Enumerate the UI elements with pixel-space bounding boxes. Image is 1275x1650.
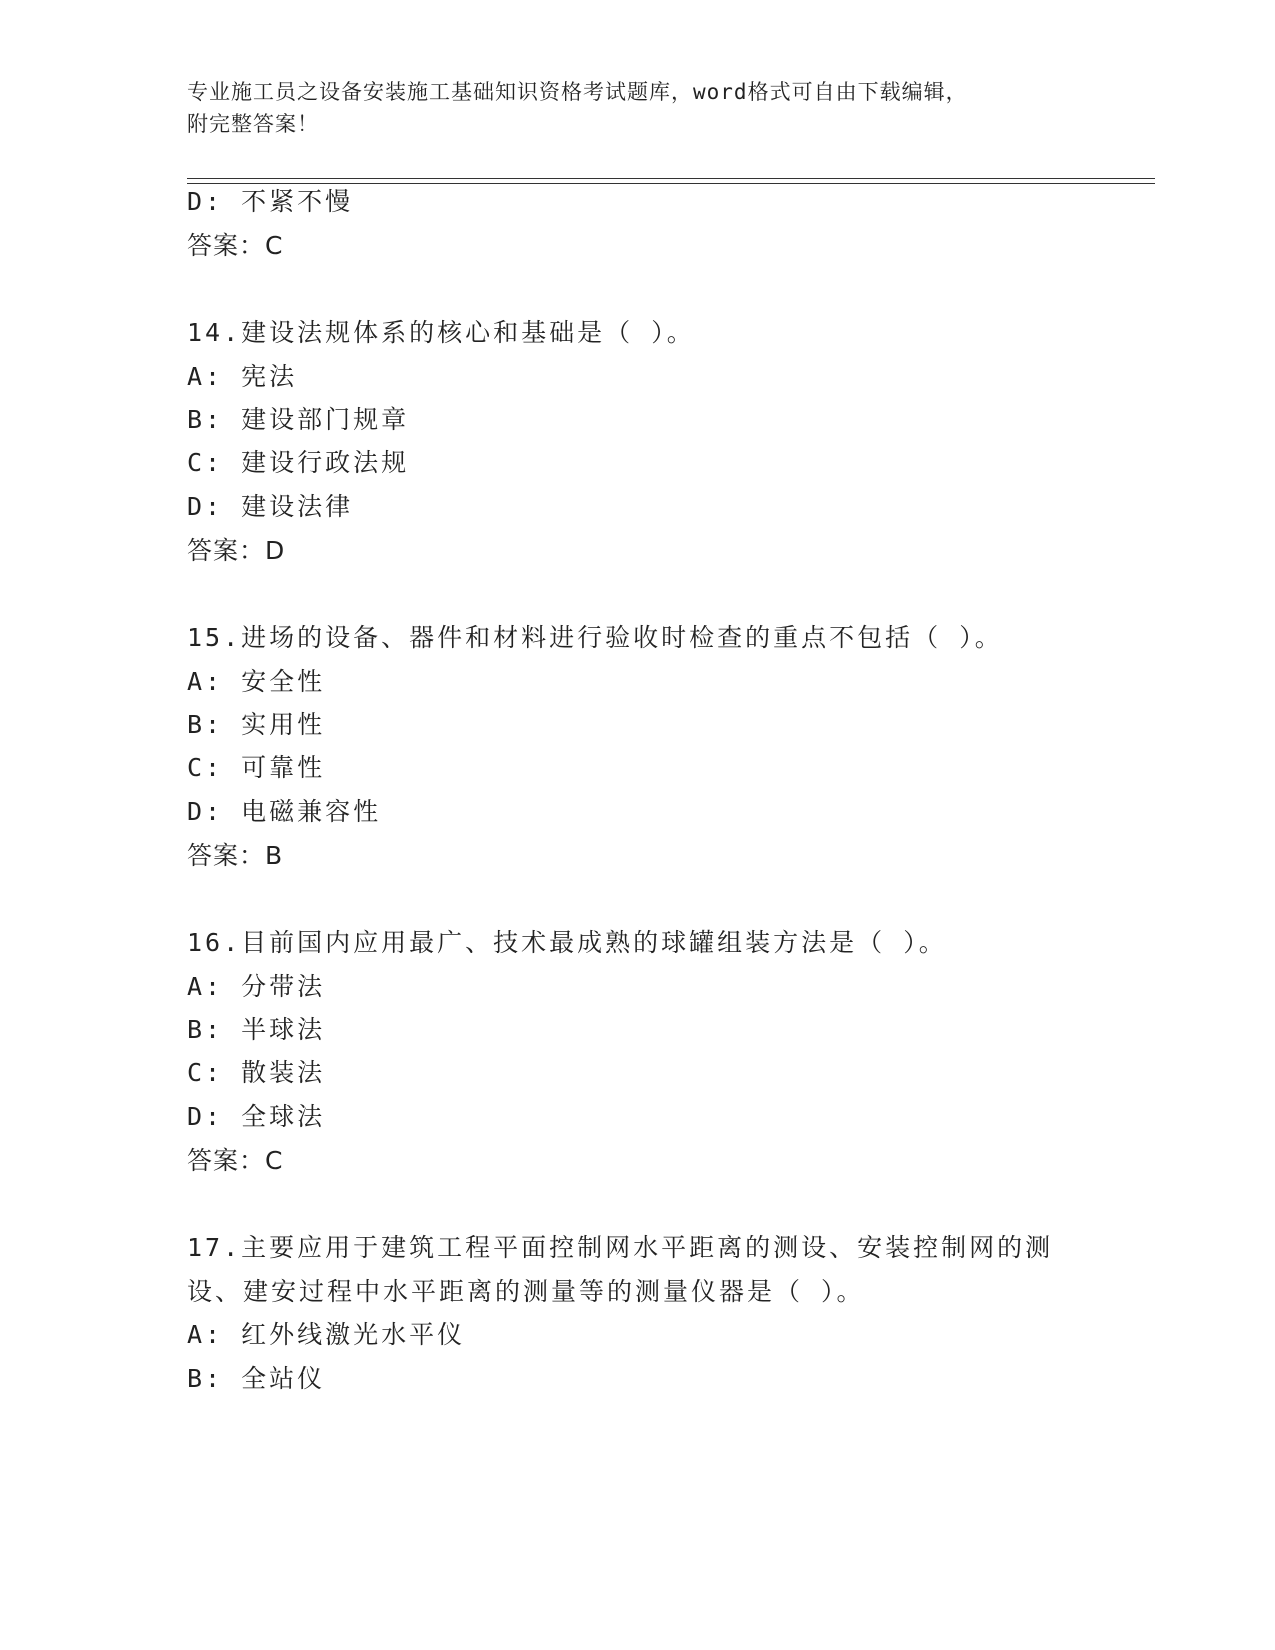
option-d: D: 不紧不慢 <box>187 187 354 216</box>
header-line-2: 附完整答案！ <box>187 112 319 136</box>
question-stem-line-1: 17.主要应用于建筑工程平面控制网水平距离的测设、安装控制网的测 <box>187 1233 1054 1262</box>
answer: 答案：C <box>187 231 284 260</box>
option-b: B: 实用性 <box>187 710 326 739</box>
option-d: D: 全球法 <box>187 1102 326 1131</box>
page-header <box>187 76 1087 140</box>
header-line-1: 专业施工员之设备安装施工基础知识资格考试题库，word格式可自由下载编辑， <box>187 80 968 104</box>
question-stem: 15.进场的设备、器件和材料进行验收时检查的重点不包括（ ）。 <box>187 623 1003 652</box>
option-c: C: 可靠性 <box>187 753 326 782</box>
option-c: C: 散装法 <box>187 1058 326 1087</box>
answer: 答案：D <box>187 536 286 565</box>
option-a: A: 安全性 <box>187 667 326 696</box>
option-d: D: 建设法律 <box>187 492 354 521</box>
option-b: B: 半球法 <box>187 1015 326 1044</box>
question-stem-line-2: 设、建安过程中水平距离的测量等的测量仪器是（ ）。 <box>187 1277 865 1306</box>
answer: 答案：B <box>187 841 284 870</box>
question-stem: 14.建设法规体系的核心和基础是（ ）。 <box>187 318 695 347</box>
option-a: A: 分带法 <box>187 972 326 1001</box>
header-divider-top <box>187 178 1155 179</box>
option-d: D: 电磁兼容性 <box>187 797 382 826</box>
option-c: C: 建设行政法规 <box>187 448 410 477</box>
option-b: B: 全站仪 <box>187 1364 326 1393</box>
question-stem: 16.目前国内应用最广、技术最成熟的球罐组装方法是（ ）。 <box>187 928 947 957</box>
option-b: B: 建设部门规章 <box>187 405 410 434</box>
answer: 答案：C <box>187 1146 284 1175</box>
option-a: A: 宪法 <box>187 362 298 391</box>
option-a: A: 红外线激光水平仪 <box>187 1320 466 1349</box>
